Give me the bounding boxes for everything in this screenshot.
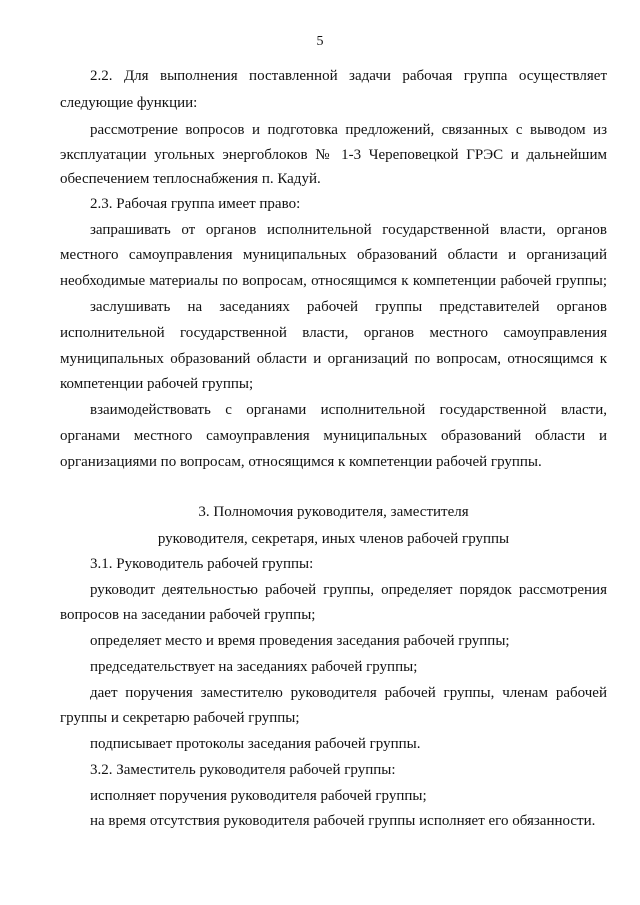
paragraph-line: на время отсутствия руководителя рабочей группы исполняет его обязанности.: [90, 813, 596, 829]
paragraph-line: организациями по вопросам, относящимся к компетенции рабочей группы.: [60, 454, 542, 470]
section-heading: 3. Полномочия руководителя, заместителя: [198, 504, 469, 520]
paragraph-line: определяет место и время проведения заседания рабочей группы;: [90, 633, 510, 649]
paragraph-line: муниципальных образований области и организаций по вопросам, относящимся к: [60, 351, 607, 367]
paragraph-line: дает поручения заместителю руководителя рабочей группы, членам рабочей: [90, 685, 607, 701]
paragraph-line: 3.2. Заместитель руководителя рабочей группы:: [90, 762, 396, 778]
section-heading: руководителя, секретаря, иных членов рабочей группы: [157, 531, 510, 547]
paragraph-line: исполняет поручения руководителя рабочей группы;: [90, 788, 427, 804]
paragraph-line: заслушивать на заседаниях рабочей группы представителей органов: [90, 299, 607, 315]
paragraph-line: группы и секретарю рабочей группы;: [60, 710, 300, 726]
paragraph-line: необходимые материалы по вопросам, относящимся к компетенции рабочей группы;: [60, 273, 607, 289]
paragraph-line: органами местного самоуправления муниципальных образований области и: [60, 428, 607, 444]
paragraph-line: вопросов на заседании рабочей группы;: [60, 607, 316, 623]
paragraph-line: местного самоуправления муниципальных образований области и организаций: [60, 247, 607, 263]
paragraph-line: 3.1. Руководитель рабочей группы:: [90, 556, 314, 572]
paragraph-line: взаимодействовать с органами исполнительной государственной власти,: [90, 402, 607, 418]
paragraph-line: компетенции рабочей группы;: [60, 376, 254, 392]
paragraph-line: рассмотрение вопросов и подготовка предложений, связанных с выводом из: [90, 122, 607, 138]
paragraph-line: исполнительной государственной власти, органов местного самоуправления: [60, 325, 607, 341]
paragraph-line: обеспечением теплоснабжения п. Кадуй.: [60, 171, 321, 187]
paragraph-line: руководит деятельностью рабочей группы, определяет порядок рассмотрения: [90, 582, 607, 598]
paragraph-line: подписывает протоколы заседания рабочей группы.: [90, 736, 421, 752]
paragraph-line: следующие функции:: [60, 95, 198, 111]
paragraph-line: 2.2. Для выполнения поставленной задачи рабочая группа осуществляет: [90, 68, 607, 84]
page-number: 5: [316, 34, 324, 49]
paragraph-line: эксплуатации угольных энергоблоков № 1-3 Череповецкой ГРЭС и дальнейшим: [60, 147, 607, 163]
paragraph-line: председательствует на заседаниях рабочей группы;: [90, 659, 418, 675]
paragraph-line: 2.3. Рабочая группа имеет право:: [90, 196, 301, 212]
paragraph-line: запрашивать от органов исполнительной государственной власти, органов: [90, 222, 607, 238]
